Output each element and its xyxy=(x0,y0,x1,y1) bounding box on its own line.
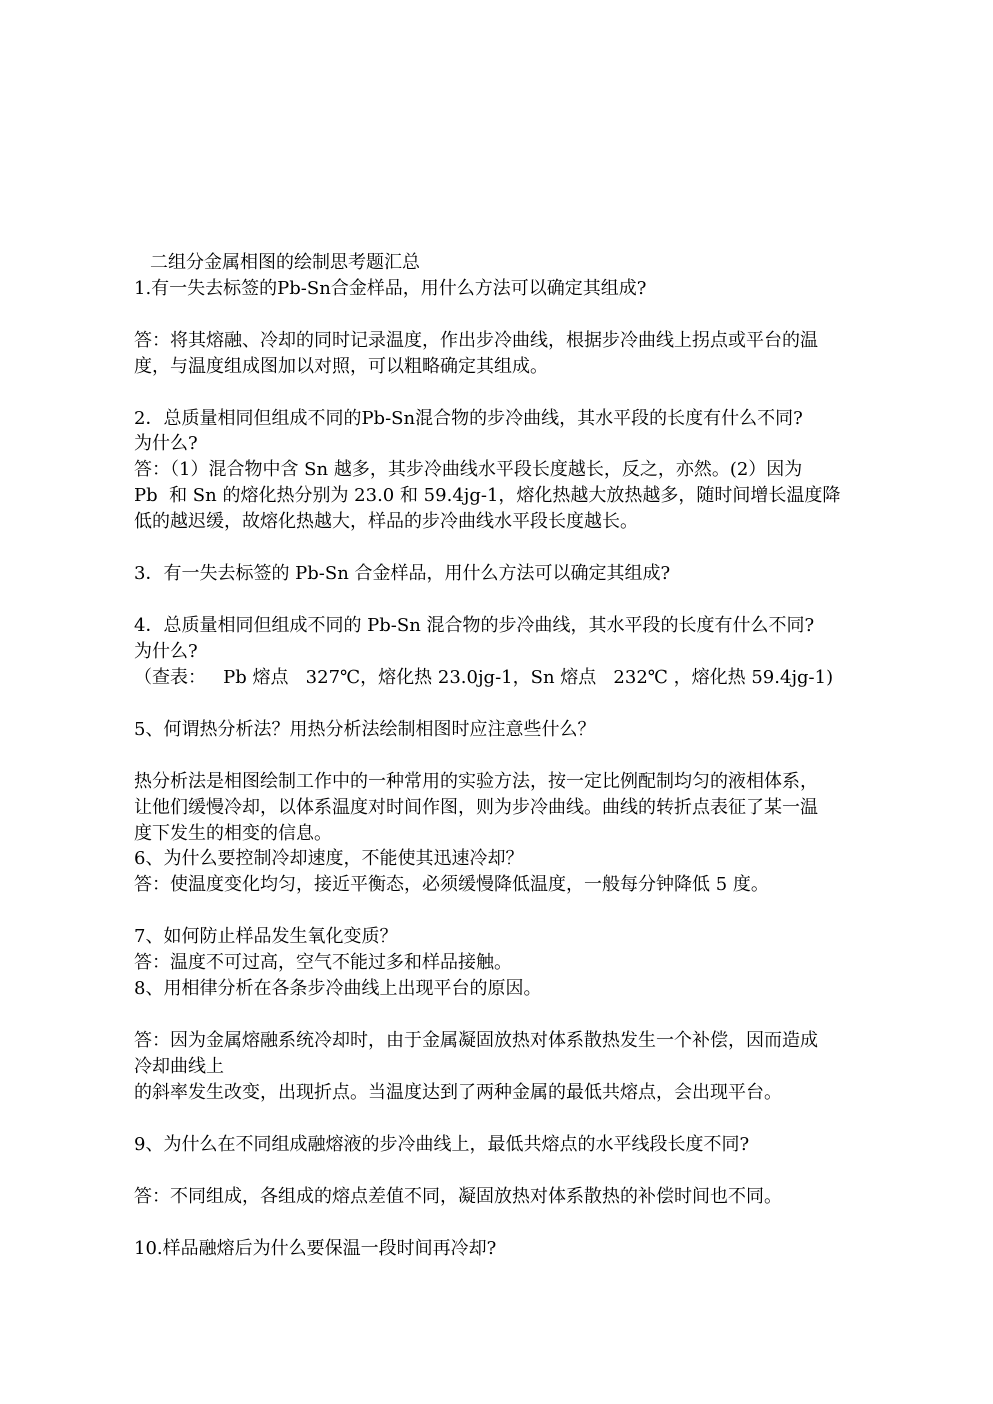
answer-1-line-2: 度，与温度组成图加以对照，可以粗略确定其组成。 xyxy=(134,356,548,377)
answer-5-line-1: 热分析法是相图绘制工作中的一种常用的实验方法，按一定比例配制均匀的液相体系， xyxy=(134,771,818,792)
question-2-line-2: 为什么? xyxy=(134,433,198,454)
answer-5-line-3: 度下发生的相变的信息。 xyxy=(134,823,332,844)
question-5: 5、何谓热分析法？用热分析法绘制相图时应注意些什么？ xyxy=(134,719,596,740)
question-2-line-1: 2．总质量相同但组成不同的Pb-Sn混合物的步冷曲线，其水平段的长度有什么不同? xyxy=(134,408,803,429)
answer-8-line-1: 答：因为金属熔融系统冷却时，由于金属凝固放热对体系散热发生一个补偿，因而造成 xyxy=(134,1030,818,1051)
answer-6: 答：使温度变化均匀，接近平衡态，必须缓慢降低温度，一般每分钟降低 5 度。 xyxy=(134,874,769,895)
question-4-line-1: 4．总质量相同但组成不同的 Pb-Sn 混合物的步冷曲线，其水平段的长度有什么不同? xyxy=(134,615,815,636)
answer-8-line-2: 冷却曲线上 xyxy=(134,1056,224,1077)
question-4-line-3: （查表： Pb 熔点 327℃，熔化热 23.0jg-1，Sn 熔点 232℃ ，熔化热 59.4jg-1) xyxy=(134,667,834,688)
answer-2-line-2: Pb 和 Sn 的熔化热分别为 23.0 和 59.4jg-1，熔化热越大放热越多，随时间增长温度降 xyxy=(134,485,841,506)
question-8: 8、用相律分析在各条步冷曲线上出现平台的原因。 xyxy=(134,978,542,999)
question-3: 3．有一失去标签的 Pb-Sn 合金样品，用什么方法可以确定其组成? xyxy=(134,563,671,584)
answer-8-line-3: 的斜率发生改变，出现折点。当温度达到了两种金属的最低共熔点，会出现平台。 xyxy=(134,1082,782,1103)
question-7: 7、如何防止样品发生氧化变质？ xyxy=(134,926,398,947)
question-10: 10.样品融熔后为什么要保温一段时间再冷却? xyxy=(134,1238,497,1259)
answer-7: 答：温度不可过高，空气不能过多和样品接触。 xyxy=(134,952,512,973)
question-6: 6、为什么要控制冷却速度，不能使其迅速冷却？ xyxy=(134,848,524,869)
answer-5-line-2: 让他们缓慢冷却，以体系温度对时间作图，则为步冷曲线。曲线的转折点表征了某一温 xyxy=(134,797,818,818)
question-9: 9、为什么在不同组成融熔液的步冷曲线上，最低共熔点的水平线段长度不同? xyxy=(134,1134,750,1155)
question-1: 1.有一失去标签的Pb-Sn合金样品，用什么方法可以确定其组成? xyxy=(134,278,647,299)
answer-1-line-1: 答：将其熔融、冷却的同时记录温度，作出步冷曲线，根据步冷曲线上拐点或平台的温 xyxy=(134,330,818,351)
answer-9: 答：不同组成，各组成的熔点差值不同，凝固放热对体系散热的补偿时间也不同。 xyxy=(134,1186,782,1207)
answer-2-line-3: 低的越迟缓，故熔化热越大，样品的步冷曲线水平段长度越长。 xyxy=(134,511,638,532)
question-4-line-2: 为什么? xyxy=(134,641,198,662)
page-title: 二组分金属相图的绘制思考题汇总 xyxy=(150,252,420,273)
answer-2-line-1: 答：（1）混合物中含 Sn 越多，其步冷曲线水平段长度越长，反之，亦然。(2）因为 xyxy=(134,459,803,480)
